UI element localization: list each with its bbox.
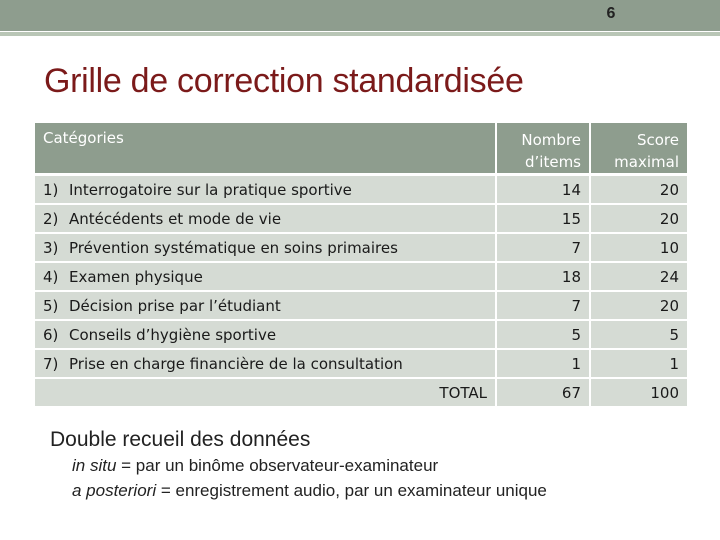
row-label: Examen physique	[69, 267, 203, 286]
row-label: Prévention systématique en soins primaires	[69, 238, 398, 257]
row-category	[35, 350, 495, 377]
row-score: 20	[591, 292, 687, 319]
row-label: Prise en charge financière de la consultation	[69, 354, 403, 373]
row-number: 3)	[43, 238, 59, 257]
table-row	[35, 234, 687, 261]
row-items: 7	[497, 234, 589, 261]
row-score: 10	[591, 234, 687, 261]
row-category	[35, 234, 495, 261]
row-number: 1)	[43, 180, 59, 199]
header-score: Score maximal	[591, 123, 687, 173]
table-row	[35, 321, 687, 348]
total-label: TOTAL	[35, 379, 495, 406]
row-items: 7	[497, 292, 589, 319]
header-categories: Catégories	[35, 123, 495, 173]
row-number: 5)	[43, 296, 59, 315]
table-row	[35, 205, 687, 232]
row-items: 18	[497, 263, 589, 290]
table-header-row	[35, 123, 687, 173]
row-category	[35, 205, 495, 232]
page-number: 6	[606, 5, 616, 22]
row-number: 4)	[43, 267, 59, 286]
note-a-posteriori-text: = enregistrement audio, par un examinateur unique	[156, 481, 547, 500]
row-items: 1	[497, 350, 589, 377]
row-number: 2)	[43, 209, 59, 228]
grading-table	[35, 123, 687, 408]
row-category	[35, 263, 495, 290]
header-items: Nombre d’items	[497, 123, 589, 173]
row-label: Antécédents et mode de vie	[69, 209, 282, 228]
row-number: 7)	[43, 354, 59, 373]
row-number: 6)	[43, 325, 59, 344]
total-score: 100	[591, 379, 687, 406]
row-score: 1	[591, 350, 687, 377]
top-divider	[0, 32, 720, 36]
table-row	[35, 263, 687, 290]
notes-heading: Double recueil des données	[50, 428, 311, 451]
slide-title: Grille de correction standardisée	[44, 62, 524, 100]
table-total-row	[35, 379, 687, 406]
row-category	[35, 321, 495, 348]
row-label: Décision prise par l’étudiant	[69, 296, 281, 315]
row-items: 15	[497, 205, 589, 232]
note-a-posteriori	[72, 481, 547, 501]
row-score: 20	[591, 176, 687, 203]
row-score: 20	[591, 205, 687, 232]
row-score: 5	[591, 321, 687, 348]
row-category	[35, 292, 495, 319]
row-category	[35, 176, 495, 203]
note-a-posteriori-term: a posteriori	[72, 481, 157, 500]
total-items: 67	[497, 379, 589, 406]
row-score: 24	[591, 263, 687, 290]
table-row	[35, 176, 687, 203]
row-items: 5	[497, 321, 589, 348]
table-row	[35, 292, 687, 319]
note-in-situ-text: = par un binôme observateur-examinateur	[116, 456, 439, 475]
table-row	[35, 350, 687, 377]
row-label: Conseils d’hygiène sportive	[69, 325, 277, 344]
row-items: 14	[497, 176, 589, 203]
note-in-situ	[72, 456, 547, 476]
note-in-situ-term: in situ	[72, 456, 117, 475]
row-label: Interrogatoire sur la pratique sportive	[69, 180, 352, 199]
data-collection-notes	[50, 428, 547, 506]
